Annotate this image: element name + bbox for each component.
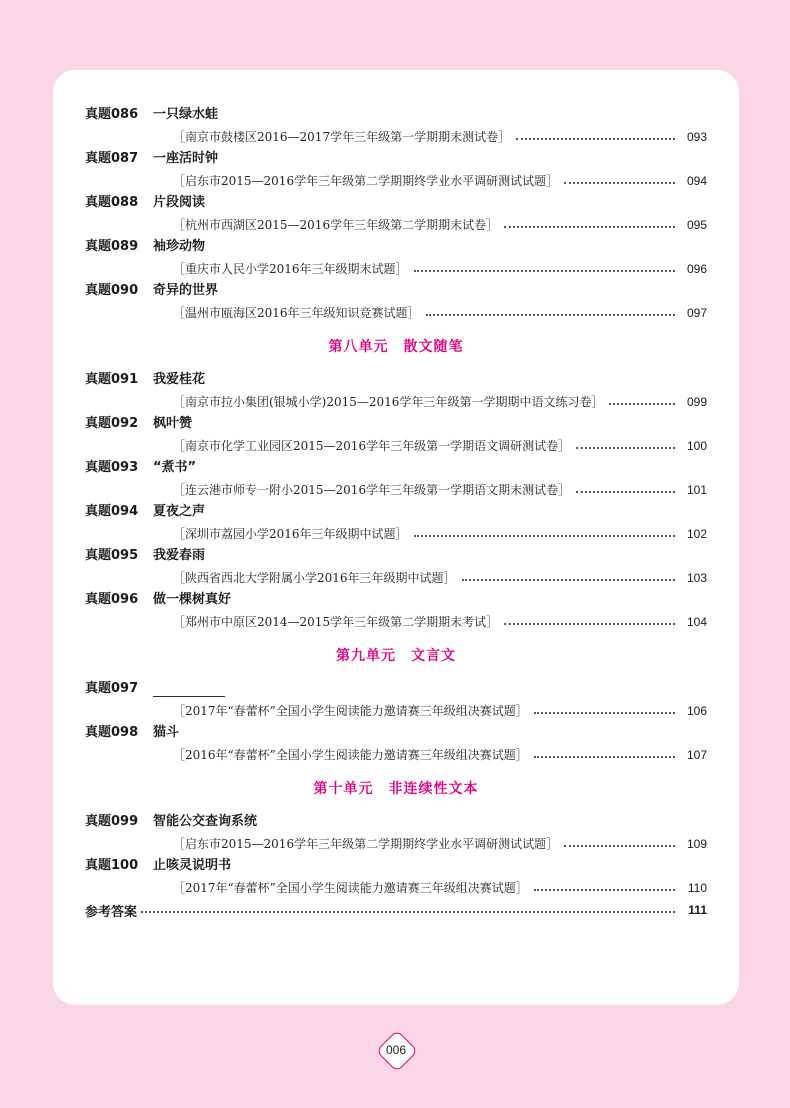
dot-leader bbox=[564, 181, 675, 184]
entry-title[interactable]: 一只绿水蛙 bbox=[153, 107, 219, 122]
dot-leader bbox=[462, 578, 675, 581]
entry-source-line bbox=[173, 833, 707, 855]
page-ref: 103 bbox=[686, 571, 707, 585]
source-text: ［深圳市荔园小学2016年三年级期中试题］ bbox=[173, 527, 408, 541]
question-number: 真题091 bbox=[85, 372, 139, 387]
entry-title-line bbox=[85, 280, 707, 302]
entry-title-line bbox=[85, 501, 707, 523]
question-number: 真题096 bbox=[85, 592, 139, 607]
page-ref: 110 bbox=[687, 881, 707, 895]
entry-title[interactable]: 枫叶赞 bbox=[153, 416, 193, 431]
entry-source-line bbox=[173, 877, 707, 899]
toc-entry[interactable] bbox=[85, 192, 707, 236]
toc-entry[interactable] bbox=[85, 236, 707, 280]
question-number: 真题098 bbox=[85, 725, 139, 740]
entry-title[interactable]: 我爱桂花 bbox=[153, 372, 206, 387]
toc-entry[interactable] bbox=[85, 722, 707, 766]
question-number: 真题099 bbox=[85, 814, 139, 829]
entry-title[interactable]: 做一棵树真好 bbox=[153, 592, 232, 607]
page-number: 006 bbox=[385, 1043, 407, 1057]
entry-title-line bbox=[85, 722, 707, 744]
dot-leader bbox=[426, 313, 675, 316]
question-number: 真题086 bbox=[85, 107, 139, 122]
entry-title-line bbox=[85, 545, 707, 567]
unit-heading: 第十单元 非连续性文本 bbox=[313, 781, 479, 797]
dot-leader bbox=[534, 711, 675, 714]
toc-entry[interactable] bbox=[85, 148, 707, 192]
entry-title[interactable]: 我爱春雨 bbox=[153, 548, 206, 563]
entry-source-line bbox=[173, 258, 707, 280]
entry-title-line bbox=[85, 236, 707, 258]
dot-leader bbox=[504, 225, 675, 228]
source-text: ［温州市瓯海区2016年三年级知识竞赛试题］ bbox=[173, 306, 420, 320]
entry-title[interactable]: 夏夜之声 bbox=[153, 504, 206, 519]
entry-title-line bbox=[85, 678, 707, 700]
page-ref: 109 bbox=[686, 837, 707, 851]
toc-entry[interactable] bbox=[85, 413, 707, 457]
entry-source-line bbox=[173, 170, 707, 192]
page-ref: 097 bbox=[686, 306, 707, 320]
entry-title-line bbox=[85, 811, 707, 833]
entry-source-line bbox=[173, 126, 707, 148]
entry-source-line bbox=[173, 744, 707, 766]
question-number: 真题100 bbox=[85, 858, 139, 873]
entry-title-line bbox=[85, 855, 707, 877]
question-number: 真题087 bbox=[85, 151, 139, 166]
entry-title[interactable]: 智能公交查询系统 bbox=[153, 814, 258, 829]
page-ref: 106 bbox=[686, 704, 707, 718]
content-card bbox=[53, 70, 739, 1005]
entry-title-line bbox=[85, 369, 707, 391]
toc-entry[interactable] bbox=[85, 545, 707, 589]
source-text: ［郑州市中原区2014—2015学年三年级第二学期期末考试］ bbox=[173, 615, 499, 629]
entry-source-line bbox=[173, 214, 707, 236]
unit-heading: 第九单元 文言文 bbox=[336, 648, 456, 664]
entry-source-line bbox=[173, 700, 707, 722]
entry-title[interactable]: 一座活时钟 bbox=[153, 151, 219, 166]
source-text: ［2017年“春蕾杯”全国小学生阅读能力邀请赛三年级组决赛试题］ bbox=[173, 704, 528, 718]
entry-title-line bbox=[85, 148, 707, 170]
question-number: 真题090 bbox=[85, 283, 139, 298]
entry-source-line bbox=[173, 523, 707, 545]
question-number: 真题092 bbox=[85, 416, 139, 431]
source-text: ［重庆市人民小学2016年三年级期末试题］ bbox=[173, 262, 408, 276]
source-text: ［2016年“春蕾杯”全国小学生阅读能力邀请赛三年级组决赛试题］ bbox=[173, 748, 528, 762]
entry-title-line bbox=[85, 413, 707, 435]
question-number: 真题093 bbox=[85, 460, 139, 475]
dot-leader bbox=[534, 755, 675, 758]
toc-entry[interactable] bbox=[85, 280, 707, 324]
source-text: ［南京市化学工业园区2015—2016学年三年级第一学期语文调研测试卷］ bbox=[173, 439, 571, 453]
source-text: ［杭州市西湖区2015—2016学年三年级第二学期期末试卷］ bbox=[173, 218, 499, 232]
page-ref: 099 bbox=[686, 395, 707, 409]
question-number: 真题089 bbox=[85, 239, 139, 254]
entry-title[interactable]: 袖珍动物 bbox=[153, 239, 206, 254]
page-ref: 100 bbox=[686, 439, 707, 453]
entry-title[interactable]: 止咳灵说明书 bbox=[153, 858, 232, 873]
dot-leader bbox=[414, 269, 675, 272]
entry-source-line bbox=[173, 479, 707, 501]
toc-entry[interactable] bbox=[85, 855, 707, 899]
page-ref: 104 bbox=[686, 615, 707, 629]
dot-leader bbox=[576, 446, 675, 449]
page-number-badge bbox=[376, 1030, 416, 1070]
dot-leader bbox=[576, 490, 675, 493]
toc-entry[interactable] bbox=[85, 589, 707, 633]
source-text: ［陕西省西北大学附属小学2016年三年级期中试题］ bbox=[173, 571, 456, 585]
entry-source-line bbox=[173, 302, 707, 324]
page-ref: 111 bbox=[688, 903, 707, 917]
toc-entry[interactable] bbox=[85, 457, 707, 501]
entry-title-line bbox=[85, 457, 707, 479]
entry-source-line bbox=[173, 435, 707, 457]
question-number: 真题088 bbox=[85, 195, 139, 210]
entry-source-line bbox=[173, 391, 707, 413]
dot-leader bbox=[609, 402, 675, 405]
toc-entry[interactable] bbox=[85, 369, 707, 413]
source-text: ［南京市鼓楼区2016—2017学年三年级第一学期期末测试卷］ bbox=[173, 130, 511, 144]
entry-title[interactable]: 奇异的世界 bbox=[153, 283, 219, 298]
entry-title[interactable]: 片段阅读 bbox=[153, 195, 206, 210]
entry-source-line bbox=[173, 611, 707, 633]
toc-entry[interactable] bbox=[85, 501, 707, 545]
entry-title-line bbox=[85, 192, 707, 214]
page-ref: 102 bbox=[686, 527, 707, 541]
toc-entry[interactable] bbox=[85, 678, 707, 722]
source-text: ［2017年“春蕾杯”全国小学生阅读能力邀请赛三年级组决赛试题］ bbox=[173, 881, 528, 895]
dot-leader bbox=[564, 844, 675, 847]
entry-title-line bbox=[85, 104, 707, 126]
toc-entry[interactable] bbox=[85, 104, 707, 148]
answers-label[interactable]: 参考答案 bbox=[85, 904, 138, 920]
answers-entry[interactable] bbox=[85, 899, 707, 921]
page-ref: 093 bbox=[686, 130, 707, 144]
entry-title-line bbox=[85, 589, 707, 611]
page-ref: 101 bbox=[686, 483, 707, 497]
dot-leader bbox=[414, 534, 675, 537]
entry-title[interactable]: 猫斗 bbox=[153, 725, 180, 740]
table-of-contents bbox=[85, 104, 707, 921]
title-blank bbox=[153, 681, 225, 697]
page-ref: 095 bbox=[686, 218, 707, 232]
dot-leader bbox=[534, 888, 675, 891]
entry-title[interactable]: “煮书” bbox=[153, 460, 197, 475]
question-number: 真题095 bbox=[85, 548, 139, 563]
toc-entry[interactable] bbox=[85, 811, 707, 855]
dot-leader bbox=[516, 137, 675, 140]
page-ref: 096 bbox=[686, 262, 707, 276]
dot-leader bbox=[141, 910, 675, 913]
source-text: ［南京市拉小集团(银城小学)2015—2016学年三年级第一学期期中语文练习卷］ bbox=[173, 395, 604, 409]
question-number: 真题097 bbox=[85, 681, 139, 696]
page-ref: 107 bbox=[686, 748, 707, 762]
question-number: 真题094 bbox=[85, 504, 139, 519]
page-ref: 094 bbox=[686, 174, 707, 188]
source-text: ［启东市2015—2016学年三年级第二学期期终学业水平调研测试试题］ bbox=[173, 837, 559, 851]
entry-source-line bbox=[173, 567, 707, 589]
unit-heading: 第八单元 散文随笔 bbox=[328, 339, 464, 355]
source-text: ［启东市2015—2016学年三年级第二学期期终学业水平调研测试试题］ bbox=[173, 174, 559, 188]
source-text: ［连云港市师专一附小2015—2016学年三年级第一学期语文期末测试卷］ bbox=[173, 483, 571, 497]
dot-leader bbox=[504, 622, 675, 625]
